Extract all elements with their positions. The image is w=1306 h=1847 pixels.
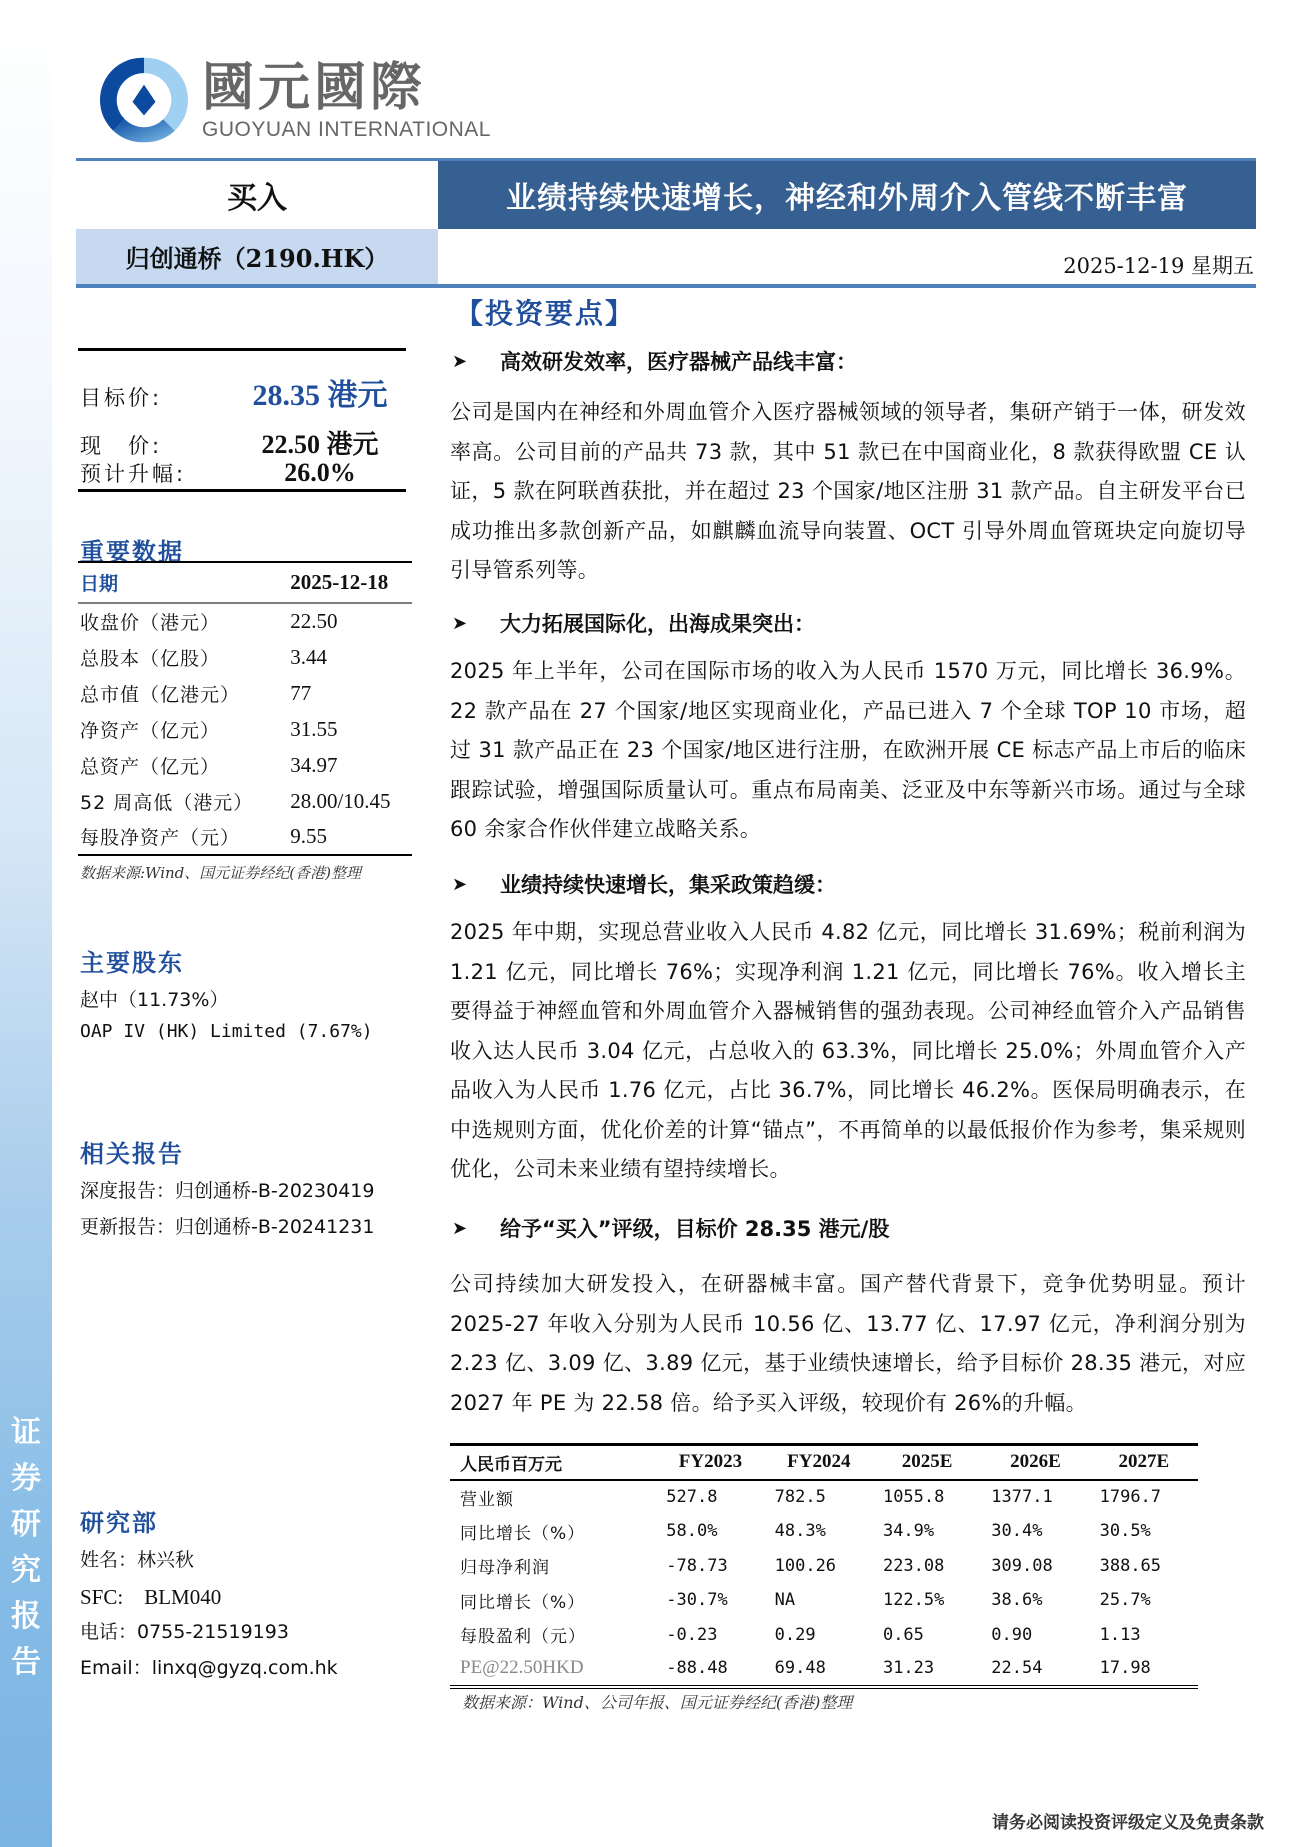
row-label: 营业额 (460, 1489, 514, 1510)
vertical-char: 研 (11, 1507, 41, 1542)
shareholder-item: OAP IV (HK) Limited (7.67%) (80, 1021, 373, 1042)
cell: 100.26 (774, 1555, 837, 1576)
cell: 48.3% (774, 1521, 826, 1542)
rating-badge: 买入 (227, 181, 287, 216)
section-body: 2025 年上半年，公司在国际市场的收入为人民币 1570 万元，同比增长 36.9%。22 款产品在 27 个国家/地区实现商业化，产品已进入 7 个全球 TOP 10 市场，超过 31 款产品正在 23 个国家/地区进行注册，在欧洲开展 CE 标志产品上市后的临床跟踪试验，增强国际质量认可。重点布局南美、泛亚及中东等新兴市场。通过与全球 60 余家合作伙伴建立战略关系。 (450, 659, 1246, 841)
row-label: 净资产（亿元） (80, 719, 221, 742)
section-heading (452, 346, 857, 376)
arrow-bullet-icon: ➤ (452, 873, 468, 895)
related-reports-title: 相关报告 (80, 1139, 184, 1168)
cell: 0.90 (991, 1624, 1033, 1645)
section-heading-text: 业绩持续快速增长，集采政策趋缓： (500, 873, 836, 897)
arrow-bullet-icon: ➤ (452, 1217, 468, 1239)
cell: -78.73 (666, 1555, 728, 1576)
table-row (450, 1549, 1198, 1584)
header-bottom-rule (76, 284, 1256, 288)
cell: 30.5% (1099, 1521, 1151, 1542)
divider (78, 348, 406, 351)
divider (78, 489, 406, 492)
row-value: 31.55 (290, 716, 338, 741)
cell: 34.9% (882, 1521, 935, 1542)
key-points-title: 【投资要点】 (455, 297, 636, 330)
row-value: 9.55 (288, 819, 412, 855)
row-label: 总股本（亿股） (80, 647, 221, 670)
table-row (78, 747, 412, 783)
col-header: 人民币百万元 (450, 1445, 656, 1480)
cell: 69.48 (765, 1652, 873, 1687)
cell: 782.5 (774, 1487, 826, 1508)
analyst-name: 姓名：林兴秋 (80, 1549, 195, 1571)
row-label: 归母净利润 (460, 1558, 550, 1579)
col-header: 2027E (1090, 1445, 1198, 1480)
target-price-row (80, 370, 410, 414)
cell: 122.5% (882, 1590, 945, 1611)
stock-ticker: 归创通桥（2190.HK） (76, 229, 438, 284)
col-header: 2025E (873, 1445, 981, 1480)
disclaimer-note[interactable]: 请务必阅读投资评级定义及免责条款 (992, 1813, 1264, 1833)
row-label: 总市值（亿港元） (80, 683, 241, 706)
row-label: 同比增长（%） (460, 1523, 586, 1544)
cell: 30.4% (991, 1521, 1043, 1542)
key-data-title: 重要数据 (80, 537, 184, 566)
current-price-value: 22.50 港元 (261, 430, 379, 459)
logo-english-name: GUOYUAN INTERNATIONAL (202, 118, 491, 141)
table-row (78, 675, 412, 711)
row-label: 总资产（亿元） (80, 755, 221, 778)
cell: 58.0% (666, 1521, 718, 1542)
row-label: PE@22.50HKD (450, 1652, 656, 1687)
cell: 31.23 (873, 1652, 981, 1687)
row-label: 收盘价（港元） (80, 612, 221, 634)
table-row (450, 1652, 1198, 1687)
vertical-char: 告 (11, 1645, 41, 1680)
cell: 25.7% (1099, 1590, 1151, 1611)
upside-value: 26.0% (284, 458, 356, 487)
table-row (78, 819, 412, 855)
shareholders-title: 主要股东 (80, 948, 184, 977)
section-body: 公司是国内在神经和外周血管介入医疗器械领域的领导者，集研产销于一体，研发效率高。公司目前的产品共 73 款，其中 51 款已在中国商业化，8 款获得欧盟 CE 认证，5 款在阿联酋获批，并在超过 23 个国家/地区注册 31 款产品。自主研发平台已成功推出多款创新产品，如麒麟血流导向装置、OCT 引导外周血管斑块定向旋切导引导管系列等。 (450, 400, 1246, 582)
cell: 1796.7 (1099, 1487, 1162, 1508)
vertical-char: 究 (11, 1553, 41, 1588)
cell: -88.48 (656, 1652, 764, 1687)
cell: NA (774, 1590, 796, 1611)
cell: 22.54 (981, 1652, 1089, 1687)
vertical-report-label (6, 1410, 46, 1686)
row-label: 同比增长（%） (460, 1592, 586, 1613)
cell: 388.65 (1099, 1555, 1162, 1576)
company-logo (96, 52, 491, 148)
guoyuan-logo-icon (96, 52, 192, 148)
upside-label: 预计升幅: (80, 462, 187, 486)
key-data-header-date: 2025-12-18 (288, 562, 412, 603)
target-price-label: 目标价: (80, 386, 163, 410)
research-dept-title: 研究部 (80, 1508, 158, 1537)
cell: 1377.1 (991, 1487, 1053, 1508)
row-value: 77 (290, 680, 312, 705)
key-data-header-label: 日期 (78, 562, 288, 603)
report-title: 业绩持续快速增长，神经和外周介入管线不断丰富 (438, 161, 1256, 229)
table-row (450, 1480, 1198, 1515)
forecast-table (450, 1443, 1198, 1689)
current-price-row (80, 424, 410, 461)
analyst-sfc: SFC: BLM040 (80, 1585, 222, 1609)
table-row (78, 711, 412, 747)
vertical-char: 证 (11, 1415, 41, 1450)
cell: 1.13 (1099, 1624, 1141, 1645)
cell: 0.65 (882, 1624, 924, 1645)
table-row (450, 1514, 1198, 1549)
cell: 38.6% (991, 1590, 1043, 1611)
cell: 309.08 (991, 1555, 1053, 1576)
section-heading (452, 1213, 889, 1243)
related-report-link[interactable]: 更新报告：归创通桥-B-20241231 (80, 1216, 375, 1238)
row-value: 22.50 (290, 609, 338, 633)
section-heading-text: 高效研发效率，医疗器械产品线丰富： (500, 350, 857, 374)
key-data-source: 数据来源:Wind、国元证券经纪(香港)整理 (80, 864, 361, 882)
arrow-bullet-icon: ➤ (452, 350, 468, 372)
section-heading (452, 869, 836, 899)
table-row (450, 1618, 1198, 1653)
table-header-row (450, 1445, 1198, 1480)
cell: 1055.8 (882, 1487, 945, 1508)
col-header: 2026E (981, 1445, 1089, 1480)
cell: -30.7% (666, 1590, 728, 1611)
row-value: 3.44 (290, 644, 327, 669)
section-heading-text: 大力拓展国际化，出海成果突出： (500, 612, 815, 636)
row-label: 52 周高低（港元） (80, 791, 254, 814)
row-label: 每股净资产（元） (78, 819, 288, 855)
report-date: 2025-12-19 星期五 (1063, 254, 1254, 278)
cell: 527.8 (666, 1487, 718, 1508)
cell: 0.29 (774, 1624, 816, 1645)
related-report-link[interactable]: 深度报告：归创通桥-B-20230419 (80, 1180, 375, 1202)
table-row (78, 603, 412, 639)
cell: 223.08 (882, 1555, 945, 1576)
section-body: 公司持续加大研发投入，在研器械丰富。国产替代背景下，竞争优势明显。预计 2025-27 年收入分别为人民币 10.56 亿、13.77 亿、17.97 亿元，净利润分别为 2.23 亿、3.09 亿、3.89 亿元，基于业绩快速增长，给予目标价 28.35 港元，对应 2027 年 PE 为 22.58 倍。给予买入评级，较现价有 26%的升幅。 (450, 1272, 1246, 1415)
key-data-table (78, 561, 412, 856)
row-label: 每股盈利（元） (460, 1627, 586, 1648)
table-row (450, 1583, 1198, 1618)
cell: 17.98 (1090, 1652, 1198, 1687)
vertical-char: 报 (11, 1599, 41, 1634)
row-value: 34.97 (290, 752, 338, 777)
col-header: FY2024 (765, 1445, 873, 1480)
shareholder-item: 赵中（11.73%） (80, 989, 229, 1011)
upside-row (80, 458, 410, 488)
section-body: 2025 年中期，实现总营业收入人民币 4.82 亿元，同比增长 31.69%；税前利润为 1.21 亿元，同比增长 76%；实现净利润 1.21 亿元，同比增长 76%。收入增长主要得益于神經血管和外周血管介入器械销售的强劲表现。公司神经血管介入产品销售收入达人民币 3.04 亿元，占总收入的 63.3%，同比增长 25.0%；外周血管介入产品收入为人民币 1.76 亿元，占比 36.7%，同比增长 46.2%。医保局明确表示，在中选规则方面，优化价差的计算“锚点”，不再简单的以最低报价作为参考，集采规则优化，公司未来业绩有望持续增长。 (450, 920, 1246, 1181)
analyst-phone: 电话：0755-21519193 (80, 1621, 289, 1643)
section-heading-text: 给予“买入”评级，目标价 28.35 港元/股 (500, 1217, 890, 1241)
logo-chinese-name: 國元國際 (202, 58, 427, 118)
forecast-source: 数据来源：Wind、公司年报、国元证券经纪(香港)整理 (462, 1693, 853, 1712)
target-price-value: 28.35 港元 (252, 379, 388, 412)
vertical-char: 券 (11, 1461, 41, 1496)
current-price-label: 现 价: (80, 434, 163, 458)
row-value: 28.00/10.45 (290, 788, 391, 813)
cell: -0.23 (666, 1624, 718, 1645)
section-heading (452, 608, 815, 638)
arrow-bullet-icon: ➤ (452, 612, 468, 634)
table-row (78, 783, 412, 819)
table-row (78, 639, 412, 675)
analyst-email[interactable]: Email：linxq@gyzq.com.hk (80, 1657, 338, 1679)
col-header: FY2023 (656, 1445, 764, 1480)
